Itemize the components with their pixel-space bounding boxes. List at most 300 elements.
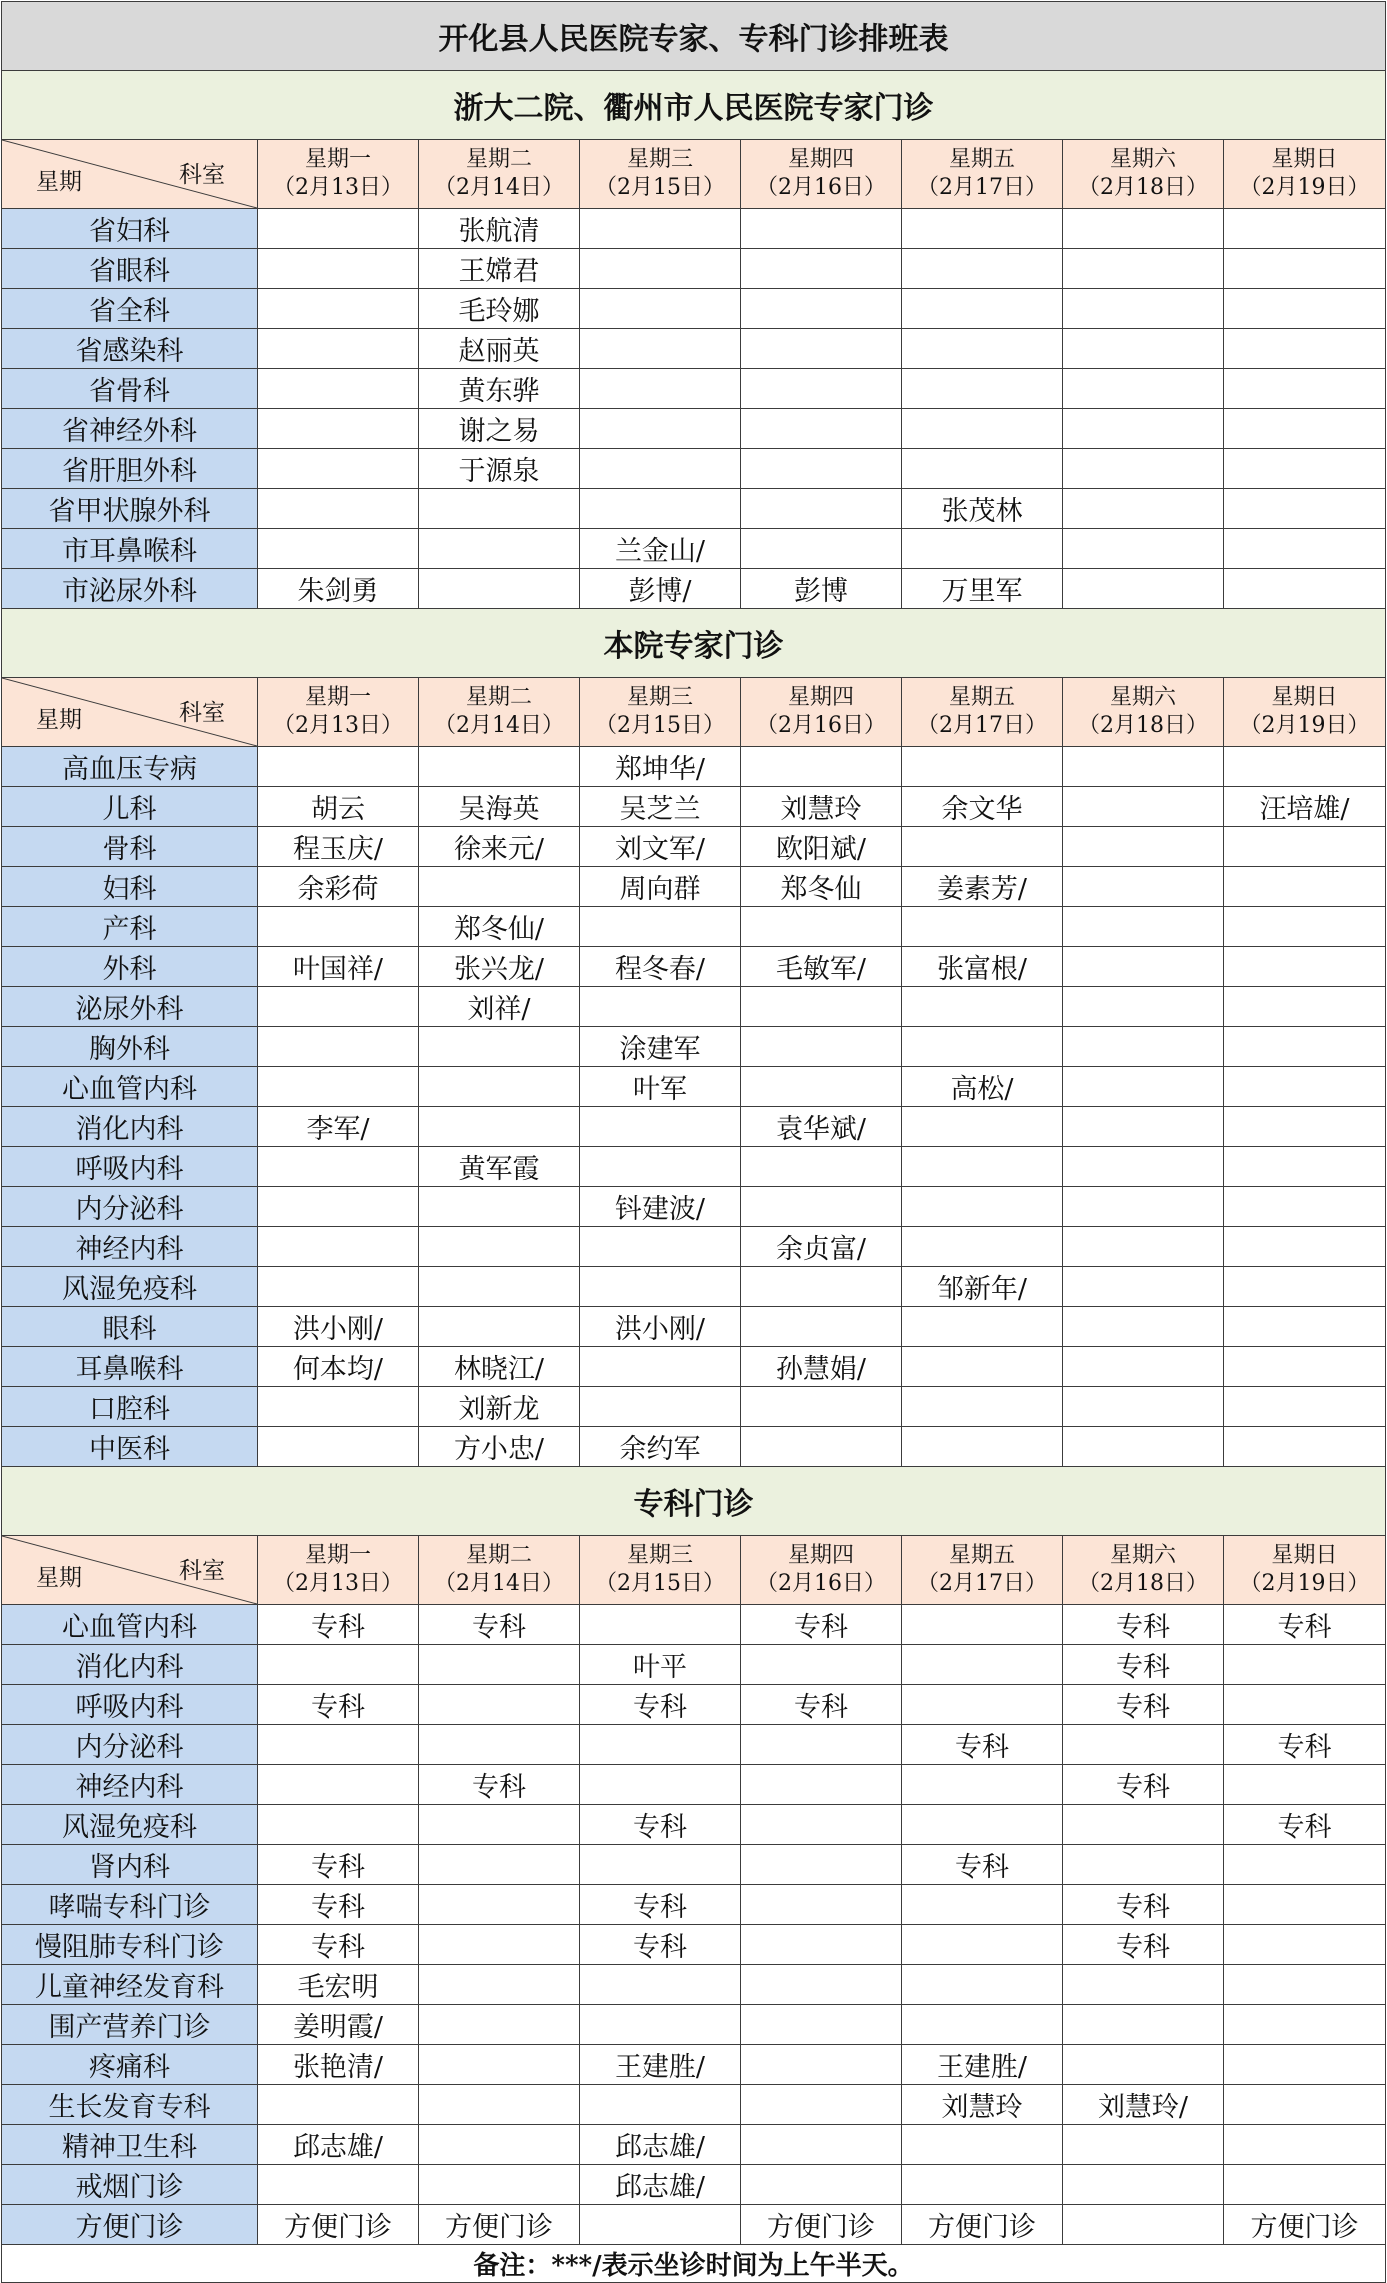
schedule-cell <box>1063 1845 1224 1885</box>
schedule-cell <box>902 1387 1063 1427</box>
department-cell: 省神经外科 <box>2 409 258 449</box>
schedule-cell <box>419 2045 580 2085</box>
schedule-cell <box>1063 787 1224 827</box>
schedule-cell: 叶平 <box>580 1645 741 1685</box>
schedule-cell: 余贞富/ <box>741 1227 902 1267</box>
schedule-cell <box>258 1187 419 1227</box>
schedule-cell <box>258 1147 419 1187</box>
department-cell: 风湿免疫科 <box>2 1805 258 1845</box>
corner-dept-label: 科室 <box>179 162 225 188</box>
schedule-cell <box>1063 1965 1224 2005</box>
schedule-cell <box>258 449 419 489</box>
day-name: 星期四 <box>787 147 854 172</box>
department-cell: 心血管内科 <box>2 1605 258 1645</box>
schedule-cell <box>902 1307 1063 1347</box>
schedule-cell <box>741 2045 902 2085</box>
table-row <box>2 867 1386 907</box>
schedule-cell <box>1063 947 1224 987</box>
day-header-cell <box>258 140 419 209</box>
schedule-cell <box>741 1267 902 1307</box>
schedule-cell: 邱志雄/ <box>580 2125 741 2165</box>
schedule-cell <box>1063 1187 1224 1227</box>
schedule-cell <box>1224 1765 1386 1805</box>
section-title-row <box>2 1467 1386 1536</box>
schedule-cell <box>1063 1725 1224 1765</box>
schedule-cell <box>580 2085 741 2125</box>
schedule-cell <box>419 1725 580 1765</box>
schedule-cell <box>1063 747 1224 787</box>
department-cell: 慢阻肺专科门诊 <box>2 1925 258 1965</box>
schedule-cell: 方小忠/ <box>419 1427 580 1467</box>
table-row <box>2 1227 1386 1267</box>
schedule-cell <box>258 2165 419 2205</box>
schedule-cell: 专科 <box>580 1805 741 1845</box>
department-cell: 省妇科 <box>2 209 258 249</box>
schedule-cell <box>1224 489 1386 529</box>
day-name: 星期四 <box>787 1543 854 1568</box>
day-date: （2月17日） <box>917 713 1047 738</box>
day-header-cell <box>1224 140 1386 209</box>
schedule-cell: 专科 <box>258 1845 419 1885</box>
schedule-cell <box>1224 947 1386 987</box>
schedule-cell <box>258 1805 419 1845</box>
schedule-cell: 专科 <box>258 1925 419 1965</box>
table-row <box>2 1067 1386 1107</box>
department-cell: 内分泌科 <box>2 1725 258 1765</box>
day-header-cell <box>580 140 741 209</box>
schedule-cell <box>902 1965 1063 2005</box>
table-row <box>2 947 1386 987</box>
day-name: 星期三 <box>626 685 693 710</box>
schedule-cell <box>1224 2085 1386 2125</box>
department-cell: 疼痛科 <box>2 2045 258 2085</box>
schedule-cell <box>419 747 580 787</box>
schedule-cell: 专科 <box>419 1605 580 1645</box>
schedule-cell <box>902 1347 1063 1387</box>
schedule-cell <box>1063 289 1224 329</box>
schedule-cell: 张富根/ <box>902 947 1063 987</box>
table-row <box>2 449 1386 489</box>
day-date: （2月15日） <box>595 175 725 200</box>
schedule-cell <box>580 489 741 529</box>
schedule-cell <box>419 1685 580 1725</box>
department-cell: 生长发育专科 <box>2 2085 258 2125</box>
schedule-cell <box>1063 1347 1224 1387</box>
schedule-cell <box>1224 209 1386 249</box>
table-row <box>2 1965 1386 2005</box>
schedule-cell <box>1224 1965 1386 2005</box>
table-row <box>2 1267 1386 1307</box>
day-date: （2月18日） <box>1078 1571 1208 1596</box>
schedule-cell: 郑坤华/ <box>580 747 741 787</box>
schedule-cell: 专科 <box>580 1925 741 1965</box>
schedule-cell: 洪小刚/ <box>580 1307 741 1347</box>
table-row <box>2 907 1386 947</box>
schedule-cell: 专科 <box>1063 1685 1224 1725</box>
schedule-cell <box>419 529 580 569</box>
day-header-cell <box>419 678 580 747</box>
schedule-cell <box>902 1107 1063 1147</box>
schedule-cell <box>1224 369 1386 409</box>
department-cell: 消化内科 <box>2 1645 258 1685</box>
department-cell: 消化内科 <box>2 1107 258 1147</box>
day-name: 星期六 <box>1109 147 1176 172</box>
day-header-cell <box>741 1536 902 1605</box>
schedule-cell: 程玉庆/ <box>258 827 419 867</box>
day-name: 星期一 <box>304 147 371 172</box>
schedule-cell <box>1063 1147 1224 1187</box>
day-name: 星期日 <box>1271 685 1338 710</box>
schedule-cell <box>902 2165 1063 2205</box>
schedule-cell <box>580 1227 741 1267</box>
schedule-cell: 专科 <box>419 1765 580 1805</box>
day-header-cell <box>1063 140 1224 209</box>
schedule-cell <box>1224 1845 1386 1885</box>
day-name: 星期三 <box>626 1543 693 1568</box>
schedule-cell <box>1224 409 1386 449</box>
schedule-cell <box>1224 1685 1386 1725</box>
schedule-cell <box>419 1187 580 1227</box>
day-name: 星期二 <box>465 147 532 172</box>
day-name: 星期五 <box>948 1543 1015 1568</box>
table-row <box>2 1147 1386 1187</box>
schedule-cell <box>1063 1067 1224 1107</box>
schedule-cell <box>419 1067 580 1107</box>
department-cell: 妇科 <box>2 867 258 907</box>
schedule-cell <box>741 1427 902 1467</box>
schedule-cell <box>419 2085 580 2125</box>
schedule-cell <box>419 1027 580 1067</box>
schedule-cell <box>741 529 902 569</box>
schedule-cell: 兰金山/ <box>580 529 741 569</box>
table-row <box>2 1107 1386 1147</box>
department-cell: 耳鼻喉科 <box>2 1347 258 1387</box>
table-row <box>2 2045 1386 2085</box>
department-cell: 儿科 <box>2 787 258 827</box>
schedule-cell: 王建胜/ <box>580 2045 741 2085</box>
schedule-cell <box>1224 1645 1386 1685</box>
day-date: （2月13日） <box>273 175 403 200</box>
day-header-cell <box>902 1536 1063 1605</box>
schedule-cell: 孙慧娟/ <box>741 1347 902 1387</box>
table-row <box>2 329 1386 369</box>
schedule-cell: 方便门诊 <box>741 2205 902 2245</box>
schedule-cell <box>902 1645 1063 1685</box>
day-date: （2月18日） <box>1078 175 1208 200</box>
schedule-cell: 叶军 <box>580 1067 741 1107</box>
schedule-cell: 专科 <box>1063 1645 1224 1685</box>
schedule-cell <box>1224 1187 1386 1227</box>
schedule-cell <box>580 449 741 489</box>
schedule-cell: 胡云 <box>258 787 419 827</box>
schedule-cell <box>741 1845 902 1885</box>
schedule-cell: 王建胜/ <box>902 2045 1063 2085</box>
schedule-cell <box>1063 1805 1224 1845</box>
day-date: （2月19日） <box>1239 1571 1370 1596</box>
schedule-cell <box>902 1685 1063 1725</box>
schedule-cell <box>580 289 741 329</box>
schedule-cell <box>580 409 741 449</box>
department-cell: 省全科 <box>2 289 258 329</box>
schedule-cell <box>1063 449 1224 489</box>
day-name: 星期四 <box>787 685 854 710</box>
schedule-cell: 刘新龙 <box>419 1387 580 1427</box>
schedule-cell <box>258 1027 419 1067</box>
schedule-cell: 张航清 <box>419 209 580 249</box>
schedule-cell <box>258 1427 419 1467</box>
corner-dept-label: 科室 <box>179 700 225 726</box>
table-row <box>2 2085 1386 2125</box>
table-row <box>2 787 1386 827</box>
schedule-cell <box>580 907 741 947</box>
schedule-cell <box>1063 827 1224 867</box>
schedule-cell: 徐来元/ <box>419 827 580 867</box>
schedule-cell: 吴海英 <box>419 787 580 827</box>
schedule-cell <box>902 1427 1063 1467</box>
schedule-cell <box>741 1387 902 1427</box>
schedule-cell: 专科 <box>902 1845 1063 1885</box>
day-header-cell <box>258 1536 419 1605</box>
schedule-cell: 万里军 <box>902 569 1063 609</box>
schedule-cell: 周向群 <box>580 867 741 907</box>
schedule-cell <box>419 1307 580 1347</box>
table-row <box>2 987 1386 1027</box>
schedule-cell <box>1224 747 1386 787</box>
day-date: （2月16日） <box>756 1571 886 1596</box>
page-title: 开化县人民医院专家、专科门诊排班表 <box>2 2 1386 71</box>
day-name: 星期一 <box>304 685 371 710</box>
table-row <box>2 747 1386 787</box>
schedule-cell <box>741 747 902 787</box>
schedule-cell <box>1224 329 1386 369</box>
department-cell: 省骨科 <box>2 369 258 409</box>
table-row <box>2 1805 1386 1845</box>
section-title-row <box>2 71 1386 140</box>
department-cell: 风湿免疫科 <box>2 1267 258 1307</box>
schedule-cell <box>741 1765 902 1805</box>
schedule-cell <box>258 529 419 569</box>
schedule-cell: 张茂林 <box>902 489 1063 529</box>
schedule-cell: 洪小刚/ <box>258 1307 419 1347</box>
schedule-cell <box>741 449 902 489</box>
schedule-cell <box>902 529 1063 569</box>
schedule-cell <box>580 329 741 369</box>
department-cell: 方便门诊 <box>2 2205 258 2245</box>
schedule-cell <box>1224 1307 1386 1347</box>
day-name: 星期五 <box>948 147 1015 172</box>
schedule-cell <box>258 907 419 947</box>
note-row <box>2 2245 1386 2283</box>
department-cell: 骨科 <box>2 827 258 867</box>
schedule-cell <box>1224 1027 1386 1067</box>
table-row <box>2 2125 1386 2165</box>
schedule-cell <box>1224 2125 1386 2165</box>
schedule-cell <box>1224 827 1386 867</box>
schedule-cell <box>1224 1427 1386 1467</box>
schedule-cell <box>258 489 419 529</box>
day-name: 星期三 <box>626 147 693 172</box>
table-row <box>2 1685 1386 1725</box>
day-date: （2月14日） <box>434 713 564 738</box>
department-cell: 市泌尿外科 <box>2 569 258 609</box>
corner-header-cell <box>2 678 258 747</box>
schedule-cell <box>1224 987 1386 1027</box>
schedule-cell <box>1224 2005 1386 2045</box>
schedule-cell <box>419 2125 580 2165</box>
day-name: 星期五 <box>948 685 1015 710</box>
schedule-cell <box>419 1965 580 2005</box>
schedule-cell <box>902 209 1063 249</box>
schedule-cell <box>1063 987 1224 1027</box>
schedule-cell <box>741 1965 902 2005</box>
schedule-cell <box>741 2005 902 2045</box>
schedule-cell: 郑冬仙 <box>741 867 902 907</box>
schedule-cell <box>258 369 419 409</box>
table-row <box>2 1765 1386 1805</box>
schedule-cell <box>1224 1067 1386 1107</box>
header-row <box>2 1536 1386 1605</box>
schedule-cell: 林晓江/ <box>419 1347 580 1387</box>
schedule-cell: 专科 <box>1063 1605 1224 1645</box>
schedule-cell: 专科 <box>1224 1805 1386 1845</box>
schedule-cell: 袁华斌/ <box>741 1107 902 1147</box>
schedule-cell <box>580 1107 741 1147</box>
schedule-cell <box>741 987 902 1027</box>
schedule-cell <box>258 1267 419 1307</box>
day-date: （2月18日） <box>1078 713 1208 738</box>
header-row <box>2 678 1386 747</box>
day-header-cell <box>902 140 1063 209</box>
schedule-cell <box>580 1965 741 2005</box>
day-date: （2月15日） <box>595 1571 725 1596</box>
department-cell: 眼科 <box>2 1307 258 1347</box>
department-cell: 市耳鼻喉科 <box>2 529 258 569</box>
schedule-cell: 张艳清/ <box>258 2045 419 2085</box>
department-cell: 省肝胆外科 <box>2 449 258 489</box>
day-header-cell <box>580 678 741 747</box>
section-title: 专科门诊 <box>2 1467 1386 1536</box>
department-cell: 呼吸内科 <box>2 1147 258 1187</box>
schedule-cell: 余彩荷 <box>258 867 419 907</box>
schedule-cell: 彭博/ <box>580 569 741 609</box>
schedule-cell: 赵丽英 <box>419 329 580 369</box>
schedule-cell <box>258 1725 419 1765</box>
schedule-cell <box>258 249 419 289</box>
schedule-cell <box>902 1925 1063 1965</box>
table-row <box>2 369 1386 409</box>
schedule-cell <box>902 827 1063 867</box>
schedule-cell <box>1224 1387 1386 1427</box>
day-date: （2月15日） <box>595 713 725 738</box>
header-row <box>2 140 1386 209</box>
table-row <box>2 1605 1386 1645</box>
schedule-cell <box>741 289 902 329</box>
schedule-cell <box>580 1347 741 1387</box>
department-cell: 省感染科 <box>2 329 258 369</box>
schedule-cell: 毛敏军/ <box>741 947 902 987</box>
schedule-cell <box>419 1885 580 1925</box>
schedule-cell <box>741 409 902 449</box>
schedule-cell <box>419 2005 580 2045</box>
schedule-cell <box>741 1885 902 1925</box>
schedule-cell <box>258 1387 419 1427</box>
schedule-cell: 汪培雄/ <box>1224 787 1386 827</box>
schedule-cell <box>1063 369 1224 409</box>
schedule-cell <box>258 2085 419 2125</box>
schedule-cell: 张兴龙/ <box>419 947 580 987</box>
schedule-cell: 专科 <box>741 1605 902 1645</box>
schedule-cell <box>741 489 902 529</box>
schedule-cell: 何本均/ <box>258 1347 419 1387</box>
department-cell: 精神卫生科 <box>2 2125 258 2165</box>
schedule-cell: 邱志雄/ <box>580 2165 741 2205</box>
schedule-cell: 专科 <box>580 1885 741 1925</box>
section-title-row <box>2 609 1386 678</box>
table-row <box>2 1387 1386 1427</box>
schedule-cell <box>580 1605 741 1645</box>
schedule-cell <box>258 1645 419 1685</box>
schedule-cell <box>1224 1885 1386 1925</box>
schedule-cell: 专科 <box>258 1685 419 1725</box>
department-cell: 肾内科 <box>2 1845 258 1885</box>
table-row <box>2 1845 1386 1885</box>
schedule-cell <box>1224 2165 1386 2205</box>
day-date: （2月17日） <box>917 175 1047 200</box>
schedule-cell: 专科 <box>580 1685 741 1725</box>
department-cell: 哮喘专科门诊 <box>2 1885 258 1925</box>
schedule-cell <box>1063 867 1224 907</box>
schedule-cell: 姜明霞/ <box>258 2005 419 2045</box>
table-row <box>2 827 1386 867</box>
department-cell: 儿童神经发育科 <box>2 1965 258 2005</box>
department-cell: 戒烟门诊 <box>2 2165 258 2205</box>
schedule-cell <box>1224 289 1386 329</box>
schedule-cell: 专科 <box>258 1605 419 1645</box>
department-cell: 产科 <box>2 907 258 947</box>
department-cell: 泌尿外科 <box>2 987 258 1027</box>
schedule-cell <box>902 249 1063 289</box>
table-row <box>2 249 1386 289</box>
schedule-cell: 刘慧玲/ <box>1063 2085 1224 2125</box>
schedule-cell <box>902 289 1063 329</box>
day-date: （2月16日） <box>756 713 886 738</box>
corner-header-cell <box>2 140 258 209</box>
day-header-cell <box>419 1536 580 1605</box>
schedule-cell: 高松/ <box>902 1067 1063 1107</box>
schedule-cell <box>902 449 1063 489</box>
day-date: （2月19日） <box>1239 713 1370 738</box>
corner-week-label: 星期 <box>36 1565 82 1591</box>
title-row <box>2 2 1386 71</box>
schedule-cell <box>580 209 741 249</box>
schedule-cell <box>419 1267 580 1307</box>
table-row <box>2 1427 1386 1467</box>
schedule-cell <box>1224 907 1386 947</box>
day-date: （2月17日） <box>917 1571 1047 1596</box>
schedule-cell <box>419 2165 580 2205</box>
department-cell: 神经内科 <box>2 1765 258 1805</box>
schedule-cell <box>580 2005 741 2045</box>
schedule-cell: 专科 <box>1224 1605 1386 1645</box>
table-row <box>2 1725 1386 1765</box>
schedule-cell <box>1063 529 1224 569</box>
schedule-cell <box>1063 329 1224 369</box>
schedule-cell <box>1224 449 1386 489</box>
schedule-cell <box>419 1805 580 1845</box>
day-name: 星期日 <box>1271 147 1338 172</box>
day-header-cell <box>1224 1536 1386 1605</box>
schedule-cell <box>902 1605 1063 1645</box>
